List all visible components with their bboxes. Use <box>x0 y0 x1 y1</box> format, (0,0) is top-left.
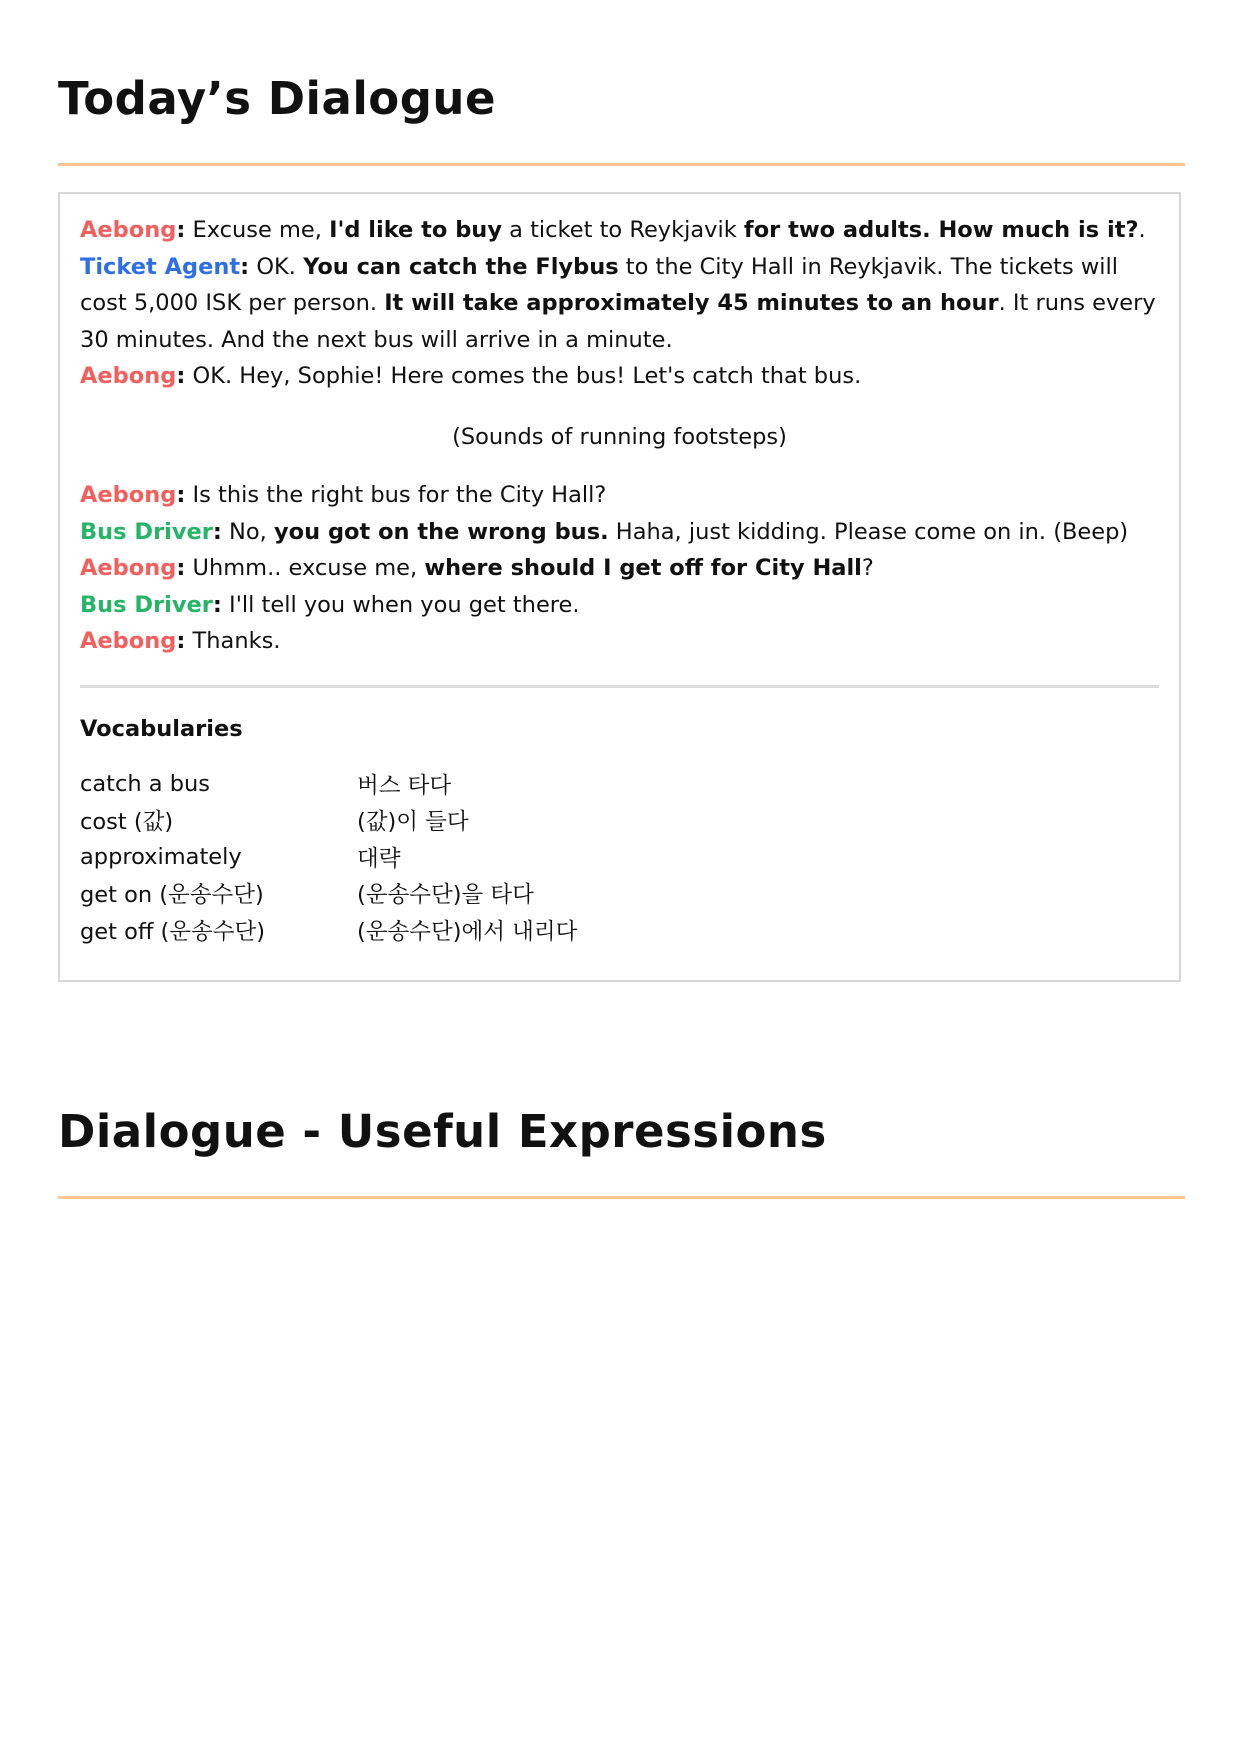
speaker-name: Aebong <box>80 363 177 389</box>
line-text: Uhmm.. excuse me, <box>185 555 425 581</box>
vocab-korean: (운송수단)을 타다 <box>357 882 534 909</box>
dialogue-line <box>80 587 1159 624</box>
title-underline <box>58 1196 1185 1199</box>
line-text: to the City Hall in Reykjavik. The tickets will cost 5,000 ISK per person. <box>80 253 1118 316</box>
dialogue-line <box>80 550 1159 587</box>
vocab-english: cost (값) <box>80 809 174 836</box>
vocabulary-table <box>80 766 577 949</box>
vocab-korean: 대략 <box>357 845 401 872</box>
dialogue-line <box>80 249 1159 359</box>
speaker-name: Aebong <box>80 628 177 654</box>
vocab-row <box>80 875 577 912</box>
vocab-divider <box>80 685 1159 688</box>
section-title-useful-expressions: Dialogue - Useful Expressions <box>58 1105 827 1158</box>
line-text: ? <box>861 555 874 581</box>
speaker-name: Bus Driver <box>80 591 213 618</box>
dialogue-line <box>80 477 1159 514</box>
speaker-name: Aebong <box>80 555 177 581</box>
dialogue-line <box>80 212 1159 249</box>
line-text: . It runs every 30 minutes. And the next bus will arrive in a minute. <box>80 290 1156 353</box>
line-text: Is this the right bus for the City Hall? <box>185 482 607 508</box>
dialogue-line <box>80 514 1159 551</box>
vocab-english: catch a bus <box>80 770 210 797</box>
line-text: . <box>1138 217 1146 243</box>
line-text: Thanks. <box>185 628 281 654</box>
speaker-name: Aebong <box>80 217 177 243</box>
line-emphasis: I'd like to buy <box>329 217 502 243</box>
vocab-row <box>80 839 577 876</box>
line-emphasis: you got on the wrong bus. <box>273 518 609 545</box>
vocab-row <box>80 912 577 949</box>
line-text: OK. <box>249 253 304 280</box>
speaker-colon: : <box>176 482 186 508</box>
dialogue-box <box>58 192 1181 982</box>
speaker-colon: : <box>176 555 186 581</box>
line-emphasis: It will take approximately 45 minutes to an hour <box>384 290 999 316</box>
line-emphasis: You can catch the Flybus <box>303 253 619 280</box>
speaker-colon: : <box>240 253 250 280</box>
line-text: No, <box>221 518 274 545</box>
vocabulary-heading: Vocabularies <box>80 715 243 742</box>
line-emphasis: for two adults. How much is it? <box>743 217 1139 243</box>
vocab-english: approximately <box>80 843 242 870</box>
vocab-english: get off (운송수단) <box>80 918 266 945</box>
title-underline <box>58 163 1185 166</box>
vocab-english: get on (운송수단) <box>80 882 264 909</box>
dialogue-lines <box>80 212 1159 660</box>
line-text: Haha, just kidding. Please come on in. (Beep) <box>608 518 1129 545</box>
speaker-name: Ticket Agent <box>80 253 241 280</box>
line-emphasis: where should I get off for City Hall <box>424 555 862 581</box>
dialogue-line <box>80 358 1159 395</box>
dialogue-line <box>80 623 1159 660</box>
vocab-korean: (운송수단)에서 내리다 <box>357 918 578 945</box>
line-text: Excuse me, <box>185 217 330 243</box>
section-title-todays-dialogue: Today’s Dialogue <box>58 72 496 125</box>
sound-effect-note: (Sounds of running footsteps) <box>452 423 787 450</box>
speaker-colon: : <box>176 217 186 243</box>
speaker-colon: : <box>212 591 222 618</box>
speaker-colon: : <box>212 518 222 545</box>
vocab-korean: (값)이 들다 <box>357 809 469 836</box>
speaker-colon: : <box>176 363 186 389</box>
vocab-row <box>80 766 577 803</box>
line-text: OK. Hey, Sophie! Here comes the bus! Let's catch that bus. <box>185 363 862 389</box>
line-text: a ticket to Reykjavik <box>502 217 744 243</box>
line-text: I'll tell you when you get there. <box>221 591 580 618</box>
vocab-korean: 버스 타다 <box>357 772 452 799</box>
speaker-name: Aebong <box>80 482 177 508</box>
speaker-name: Bus Driver <box>80 518 213 545</box>
vocab-row <box>80 802 577 839</box>
speaker-colon: : <box>176 628 186 654</box>
